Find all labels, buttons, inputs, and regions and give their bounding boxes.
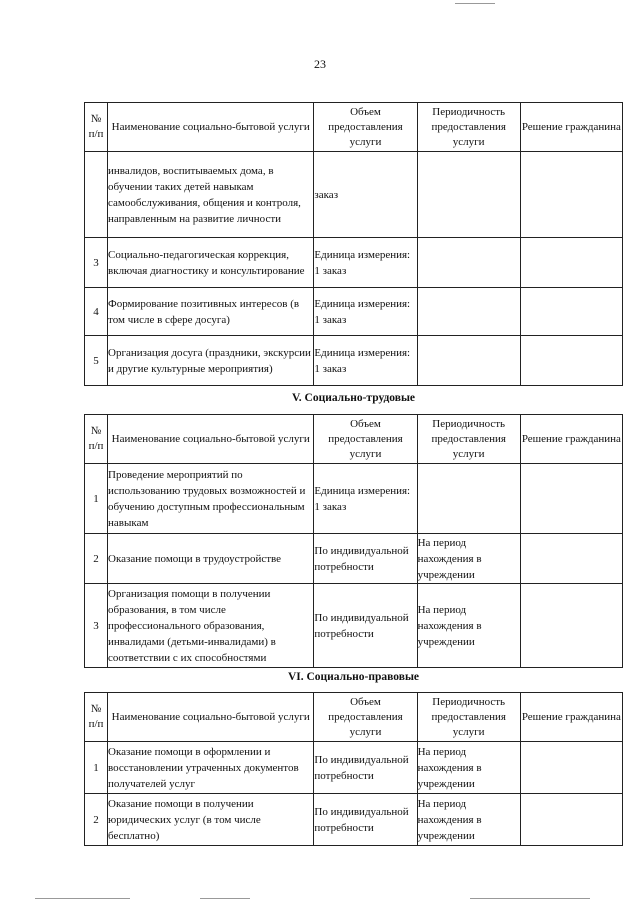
table-row: [85, 238, 623, 288]
table-header-row: [85, 415, 623, 464]
row-volume: По индивидуальной потребности: [314, 742, 417, 794]
row-num: 1: [85, 742, 108, 794]
row-decision: [520, 152, 622, 238]
row-periodicity: На период нахождения в учреждении: [417, 794, 520, 846]
row-name: Социально-педагогическая коррекция, включая диагностику и консультирование: [108, 238, 314, 288]
scan-artifact: [200, 898, 250, 899]
table-row: [85, 794, 623, 846]
row-volume: По индивидуальной потребности: [314, 794, 417, 846]
row-name: инвалидов, воспитываемых дома, в обучении таких детей навыкам самообслуживания, общения и контроля, направленным на развитие личности: [108, 152, 314, 238]
header-volume: Объем предоставления услуги: [314, 415, 417, 464]
row-name: Оказание помощи в получении юридических услуг (в том числе бесплатно): [108, 794, 314, 846]
header-name: Наименование социально-бытовой услуги: [108, 103, 314, 152]
header-volume: Объем предоставления услуги: [314, 103, 417, 152]
row-num: 4: [85, 288, 108, 336]
row-periodicity: [417, 336, 520, 386]
row-volume: Единица измерения: 1 заказ: [314, 336, 417, 386]
header-periodicity: Периодичность предоставления услуги: [417, 415, 520, 464]
row-num: 3: [85, 584, 108, 668]
header-num: № п/п: [85, 103, 108, 152]
row-name: Организация помощи в получении образования, в том числе профессионального образования, инвалидами (детьми-инвалидами) в соответствии с их способностями: [108, 584, 314, 668]
row-name: Оказание помощи в оформлении и восстановлении утраченных документов получателей услуг: [108, 742, 314, 794]
row-num: 3: [85, 238, 108, 288]
header-decision: Решение гражданина: [520, 415, 622, 464]
row-decision: [520, 794, 622, 846]
row-volume: Единица измерения: 1 заказ: [314, 238, 417, 288]
row-volume: По индивидуальной потребности: [314, 584, 417, 668]
row-periodicity: На период нахождения в учреждении: [417, 742, 520, 794]
header-num: № п/п: [85, 415, 108, 464]
row-decision: [520, 238, 622, 288]
row-periodicity: [417, 288, 520, 336]
table-row: [85, 464, 623, 534]
table-header-row: [85, 103, 623, 152]
row-num: [85, 152, 108, 238]
scan-artifact: [470, 898, 590, 899]
row-periodicity: На период нахождения в учреждении: [417, 584, 520, 668]
section-title-legal: VI. Социально-правовые: [287, 671, 420, 683]
row-decision: [520, 584, 622, 668]
row-periodicity: [417, 238, 520, 288]
table-row: [85, 152, 623, 238]
scan-artifact: [455, 3, 495, 4]
table-row: [85, 288, 623, 336]
row-periodicity: [417, 152, 520, 238]
header-periodicity: Периодичность предоставления услуги: [417, 693, 520, 742]
header-decision: Решение гражданина: [520, 693, 622, 742]
row-volume: заказ: [314, 152, 417, 238]
row-decision: [520, 464, 622, 534]
row-decision: [520, 336, 622, 386]
row-name: Формирование позитивных интересов (в том числе в сфере досуга): [108, 288, 314, 336]
row-num: 2: [85, 534, 108, 584]
row-name: Оказание помощи в трудоустройстве: [108, 534, 314, 584]
services-table-legal: [84, 692, 623, 846]
page-number: 23: [314, 57, 326, 71]
table-row: [85, 336, 623, 386]
services-table-continued: [84, 102, 623, 386]
row-num: 2: [85, 794, 108, 846]
scan-artifact: [35, 898, 130, 899]
row-num: 5: [85, 336, 108, 386]
row-volume: По индивидуальной потребности: [314, 534, 417, 584]
row-volume: Единица измерения: 1 заказ: [314, 288, 417, 336]
table-row: [85, 742, 623, 794]
row-volume: Единица измерения: 1 заказ: [314, 464, 417, 534]
header-decision: Решение гражданина: [520, 103, 622, 152]
table-header-row: [85, 693, 623, 742]
row-periodicity: [417, 464, 520, 534]
row-name: Проведение мероприятий по использованию трудовых возможностей и обучению доступным профессиональным навыкам: [108, 464, 314, 534]
row-decision: [520, 534, 622, 584]
header-name: Наименование социально-бытовой услуги: [108, 693, 314, 742]
table-row: [85, 534, 623, 584]
row-num: 1: [85, 464, 108, 534]
header-volume: Объем предоставления услуги: [314, 693, 417, 742]
section-title-labor: V. Социально-трудовые: [291, 392, 416, 404]
header-name: Наименование социально-бытовой услуги: [108, 415, 314, 464]
row-decision: [520, 742, 622, 794]
table-row: [85, 584, 623, 668]
row-decision: [520, 288, 622, 336]
header-num: № п/п: [85, 693, 108, 742]
header-periodicity: Периодичность предоставления услуги: [417, 103, 520, 152]
row-periodicity: На период нахождения в учреждении: [417, 534, 520, 584]
row-name: Организация досуга (праздники, экскурсии и другие культурные мероприятия): [108, 336, 314, 386]
services-table-labor: [84, 414, 623, 668]
